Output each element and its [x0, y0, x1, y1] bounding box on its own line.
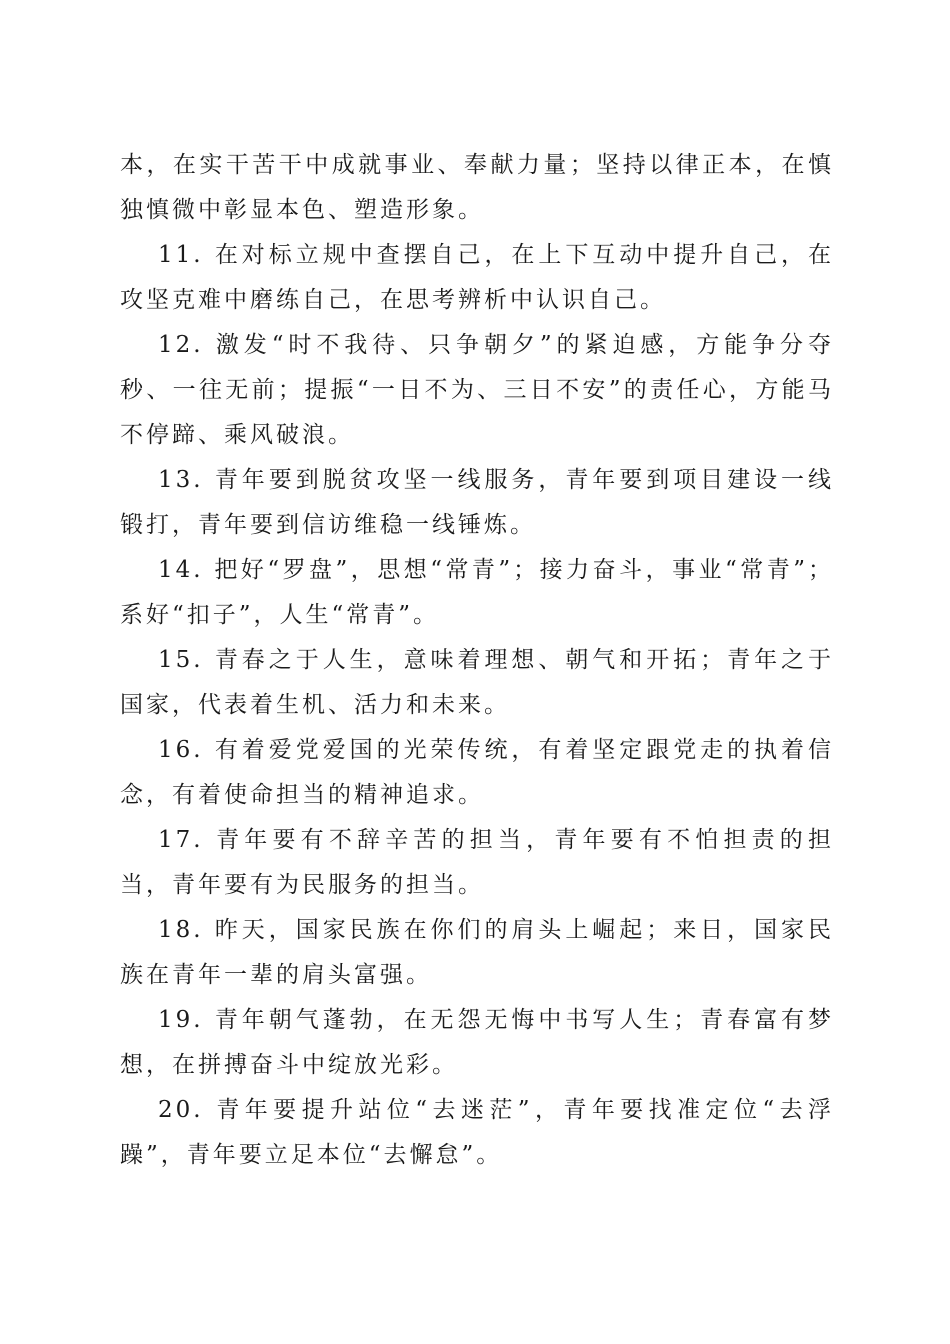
paragraph-13: 13. 青年要到脱贫攻坚一线服务，青年要到项目建设一线锻打，青年要到信访维稳一线锤炼。 [120, 467, 834, 538]
paragraph-15: 15. 青春之于人生，意味着理想、朝气和开拓；青年之于国家，代表着生机、活力和未来。 [120, 647, 834, 718]
paragraph-18: 18. 昨天，国家民族在你们的肩头上崛起；来日，国家民族在青年一辈的肩头富强。 [120, 917, 834, 988]
document-body [120, 143, 834, 1178]
paragraph-17: 17. 青年要有不辞辛苦的担当，青年要有不怕担责的担当，青年要有为民服务的担当。 [120, 827, 834, 898]
paragraph-20: 20. 青年要提升站位“去迷茫”，青年要找准定位“去浮躁”，青年要立足本位“去懈怠”。 [120, 1097, 834, 1168]
paragraph-14: 14. 把好“罗盘”，思想“常青”；接力奋斗，事业“常青”；系好“扣子”，人生“常青”。 [120, 557, 834, 628]
paragraph-19: 19. 青年朝气蓬勃，在无怨无悔中书写人生；青春富有梦想，在拼搏奋斗中绽放光彩。 [120, 1007, 834, 1078]
paragraph-continuation: 本，在实干苦干中成就事业、奉献力量；坚持以律正本，在慎独慎微中彰显本色、塑造形象。 [120, 152, 834, 223]
paragraph-11: 11. 在对标立规中查摆自己，在上下互动中提升自己，在攻坚克难中磨练自己，在思考辨析中认识自己。 [120, 242, 834, 313]
paragraph-12: 12. 激发“时不我待、只争朝夕”的紧迫感，方能争分夺秒、一往无前；提振“一日不为、三日不安”的责任心，方能马不停蹄、乘风破浪。 [120, 332, 834, 448]
paragraph-16: 16. 有着爱党爱国的光荣传统，有着坚定跟党走的执着信念，有着使命担当的精神追求。 [120, 737, 834, 808]
